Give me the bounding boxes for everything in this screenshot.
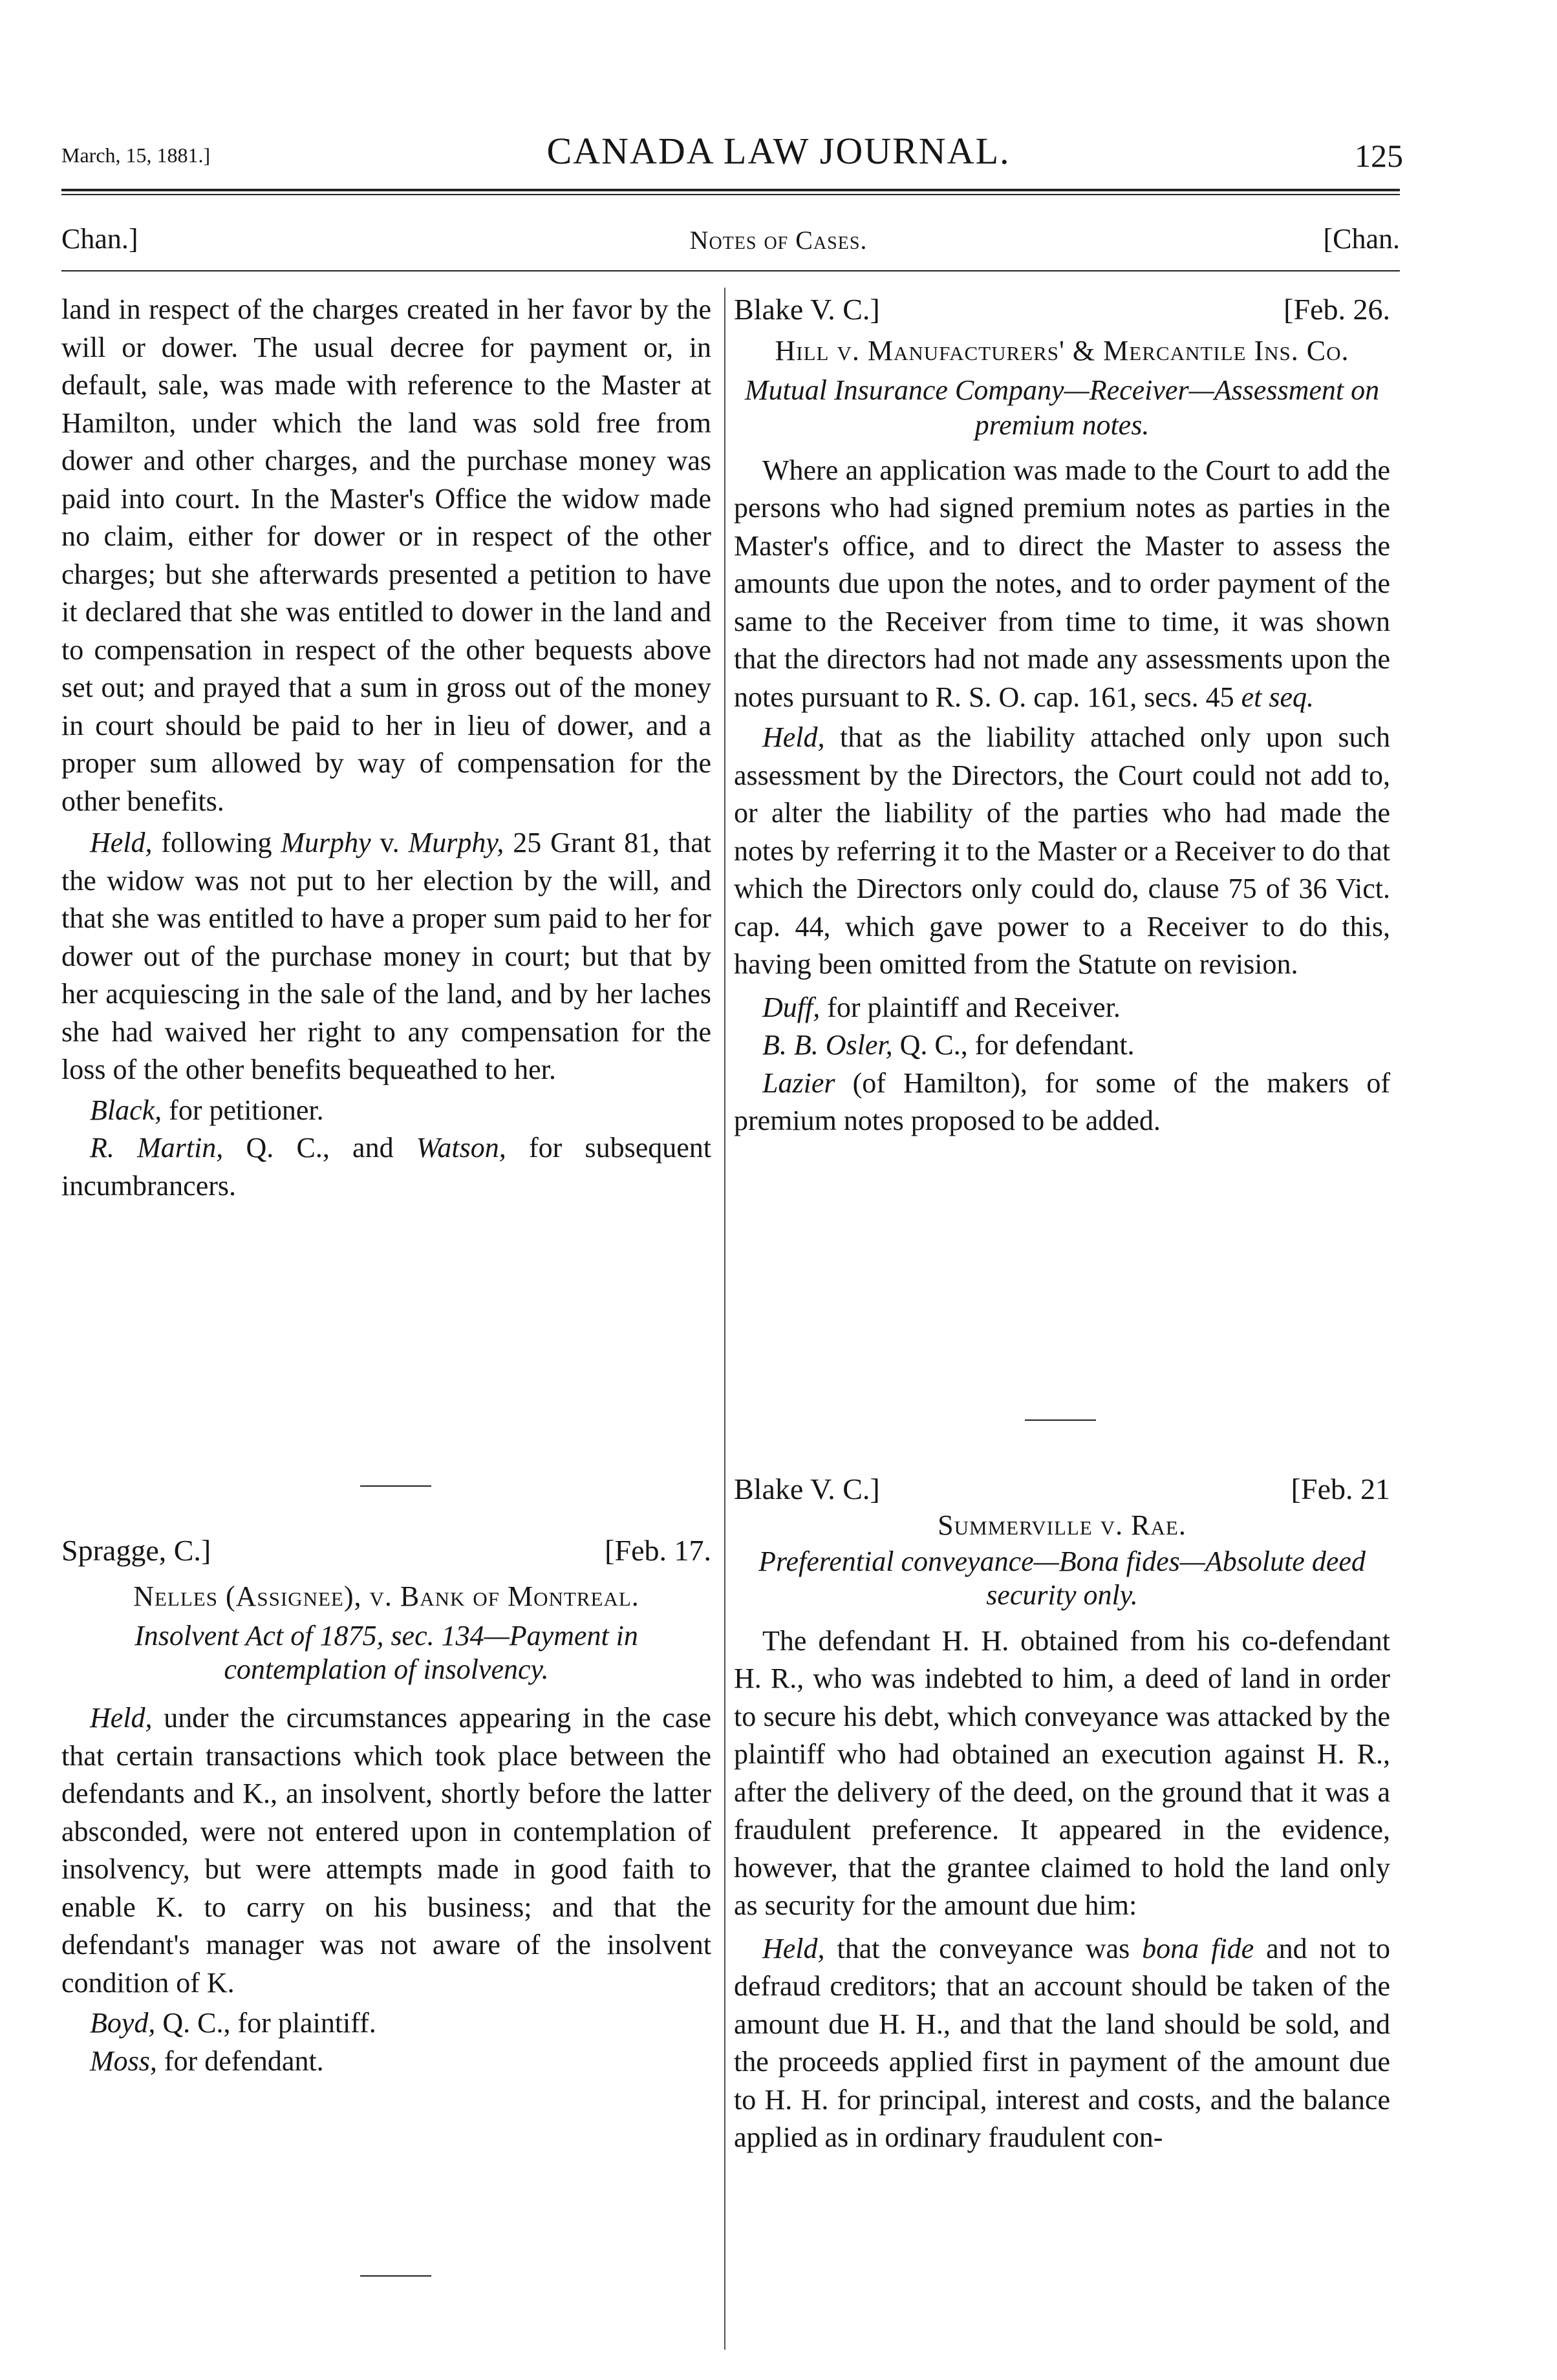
- right-column: [734, 291, 1390, 1140]
- case-body: land in respect of the charges created in her favor by the will or dower. The usual decree for payment or, in default, sale, was made with reference to the Master at Hamilton, under which the land was sold free from dower and other charges, and the purchase money was paid into court. In the Master's Office the widow made no claim, either for dower or in respect of the other charges; but she afterwards presented a petition to have it declared that she was entitled to dower in the land and to compensation in respect of the other bequests above set out; and prayed that a sum in gross out of the money in court should be paid to her in lieu of dower, and a proper sum allowed by way of compensation for the other benefits.: [61, 293, 711, 817]
- counsel-line: B. B. Osler, Q. C., for defendant.: [762, 1029, 1135, 1061]
- court-name: Blake V. C.]: [734, 1472, 880, 1505]
- case-court-line: [61, 1532, 711, 1570]
- counsel-line: Duff, for plaintiff and Receiver.: [762, 991, 1121, 1023]
- issue-date: March, 15, 1881.]: [61, 143, 211, 167]
- case-title: Summerville v. Rae.: [938, 1509, 1187, 1541]
- column-divider: [724, 288, 725, 2350]
- court-name: Spragge, C.]: [61, 1534, 211, 1567]
- court-name: Blake V. C.]: [734, 293, 880, 326]
- case-date: [Feb. 21: [1291, 1472, 1390, 1505]
- counsel-line: Lazier (of Hamilton), for some of the makers of premium notes proposed to be added.: [734, 1067, 1390, 1136]
- counsel-line: Boyd, Q. C., for plaintiff.: [90, 2007, 376, 2039]
- case-date: [Feb. 17.: [605, 1534, 711, 1567]
- case-title: Nelles (Assignee), v. Bank of Montreal.: [133, 1580, 639, 1612]
- case-separator: [360, 2275, 431, 2277]
- case-subject: Mutual Insurance Company—Receiver—Assessment on premium notes.: [744, 374, 1380, 441]
- case-court-line: [734, 291, 1390, 329]
- case-holding: Held, that the conveyance was bona fide and not to defraud creditors; that an account should be taken of the amount due H. H., and that the land should be sold, and the proceeds applied first in payment of the amount due to H. H. for principal, interest and costs, and the balance applied as in ordinary fraudulent con-: [734, 1932, 1391, 2153]
- case-court-line: [734, 1471, 1390, 1509]
- left-column: [61, 291, 711, 1205]
- case-holding: Held, under the circumstances appearing in the case that certain transactions which took place between the defendants and K., an insolvent, shortly before the latter absconded, were not entered upon in contemplation of insolvency, but were attempts made in good faith to enable K. to carry on his business; and that the defendant's manager was not aware of the insolvent condition of K.: [61, 1702, 712, 1999]
- section-title: Notes of Cases.: [689, 226, 868, 255]
- counsel-line: Black, for petitioner.: [90, 1094, 324, 1126]
- header-rule-top: [61, 189, 1400, 191]
- case-holding: Held, that as the liability attached only upon such assessment by the Directors, the Court could not add to, or alter the liability of the parties who had made the notes by referring it to the Master or a Receiver to do that which the Directors only could do, clause 75 of 36 Vict. cap. 44, which gave power to a Receiver to do this, having been omitted from the Statute on revision.: [734, 721, 1390, 980]
- case-date: [Feb. 26.: [1283, 293, 1390, 326]
- case-separator: [1025, 1419, 1096, 1421]
- case-body: Where an application was made to the Court to add the persons who had signed premium notes as parties in the Master's office, and to direct the Master to assess the amounts due upon the notes, and to order payment of the same to the Receiver from time to time, it was shown that the directors had not made any assessments upon the notes pursuant to R. S. O. cap. 161, secs. 45 et seq.: [734, 454, 1390, 713]
- header-rule-bottom: [61, 194, 1400, 195]
- counsel-line: R. Martin, Q. C., and Watson, for subsequent incumbrancers.: [61, 1132, 711, 1202]
- page-number: 125: [1355, 138, 1403, 174]
- case-body: The defendant H. H. obtained from his co-defendant H. R., who was indebted to him, a deed of land in order to secure his debt, which conveyance was attacked by the plaintiff who had obtained an execution against H. R., after the delivery of the deed, on the ground that it was a fraudulent preference. It appeared in the evidence, however, that the grantee claimed to hold the land only as security for the amount due him:: [734, 1624, 1390, 1921]
- court-label-right: [Chan.: [1323, 223, 1400, 255]
- subheader-rule: [61, 270, 1400, 271]
- court-label-left: Chan.]: [61, 223, 138, 255]
- case-subject: Insolvent Act of 1875, sec. 134—Payment in contemplation of insolvency.: [134, 1620, 638, 1685]
- left-column-case2: [61, 1532, 711, 2080]
- journal-title: CANADA LAW JOURNAL.: [546, 130, 1011, 172]
- case-title: Hill v. Manufacturers' & Mercantile Ins. Co.: [775, 334, 1349, 367]
- counsel-line: Moss, for defendant.: [90, 2045, 324, 2077]
- case-holding: Held, following Murphy v. Murphy, 25 Grant 81, that the widow was not put to her election by the will, and that she was entitled to have a proper sum paid to her for dower out of the purchase money in court; but that by her acquiescing in the sale of the land, and by her laches she had waived her right to any compensation for the loss of the other benefits bequeathed to her.: [61, 827, 712, 1085]
- case-subject: Preferential conveyance—Bona fides—Absolute deed security only.: [758, 1545, 1366, 1611]
- right-column-case4: [734, 1471, 1390, 2157]
- case-separator: [360, 1485, 431, 1487]
